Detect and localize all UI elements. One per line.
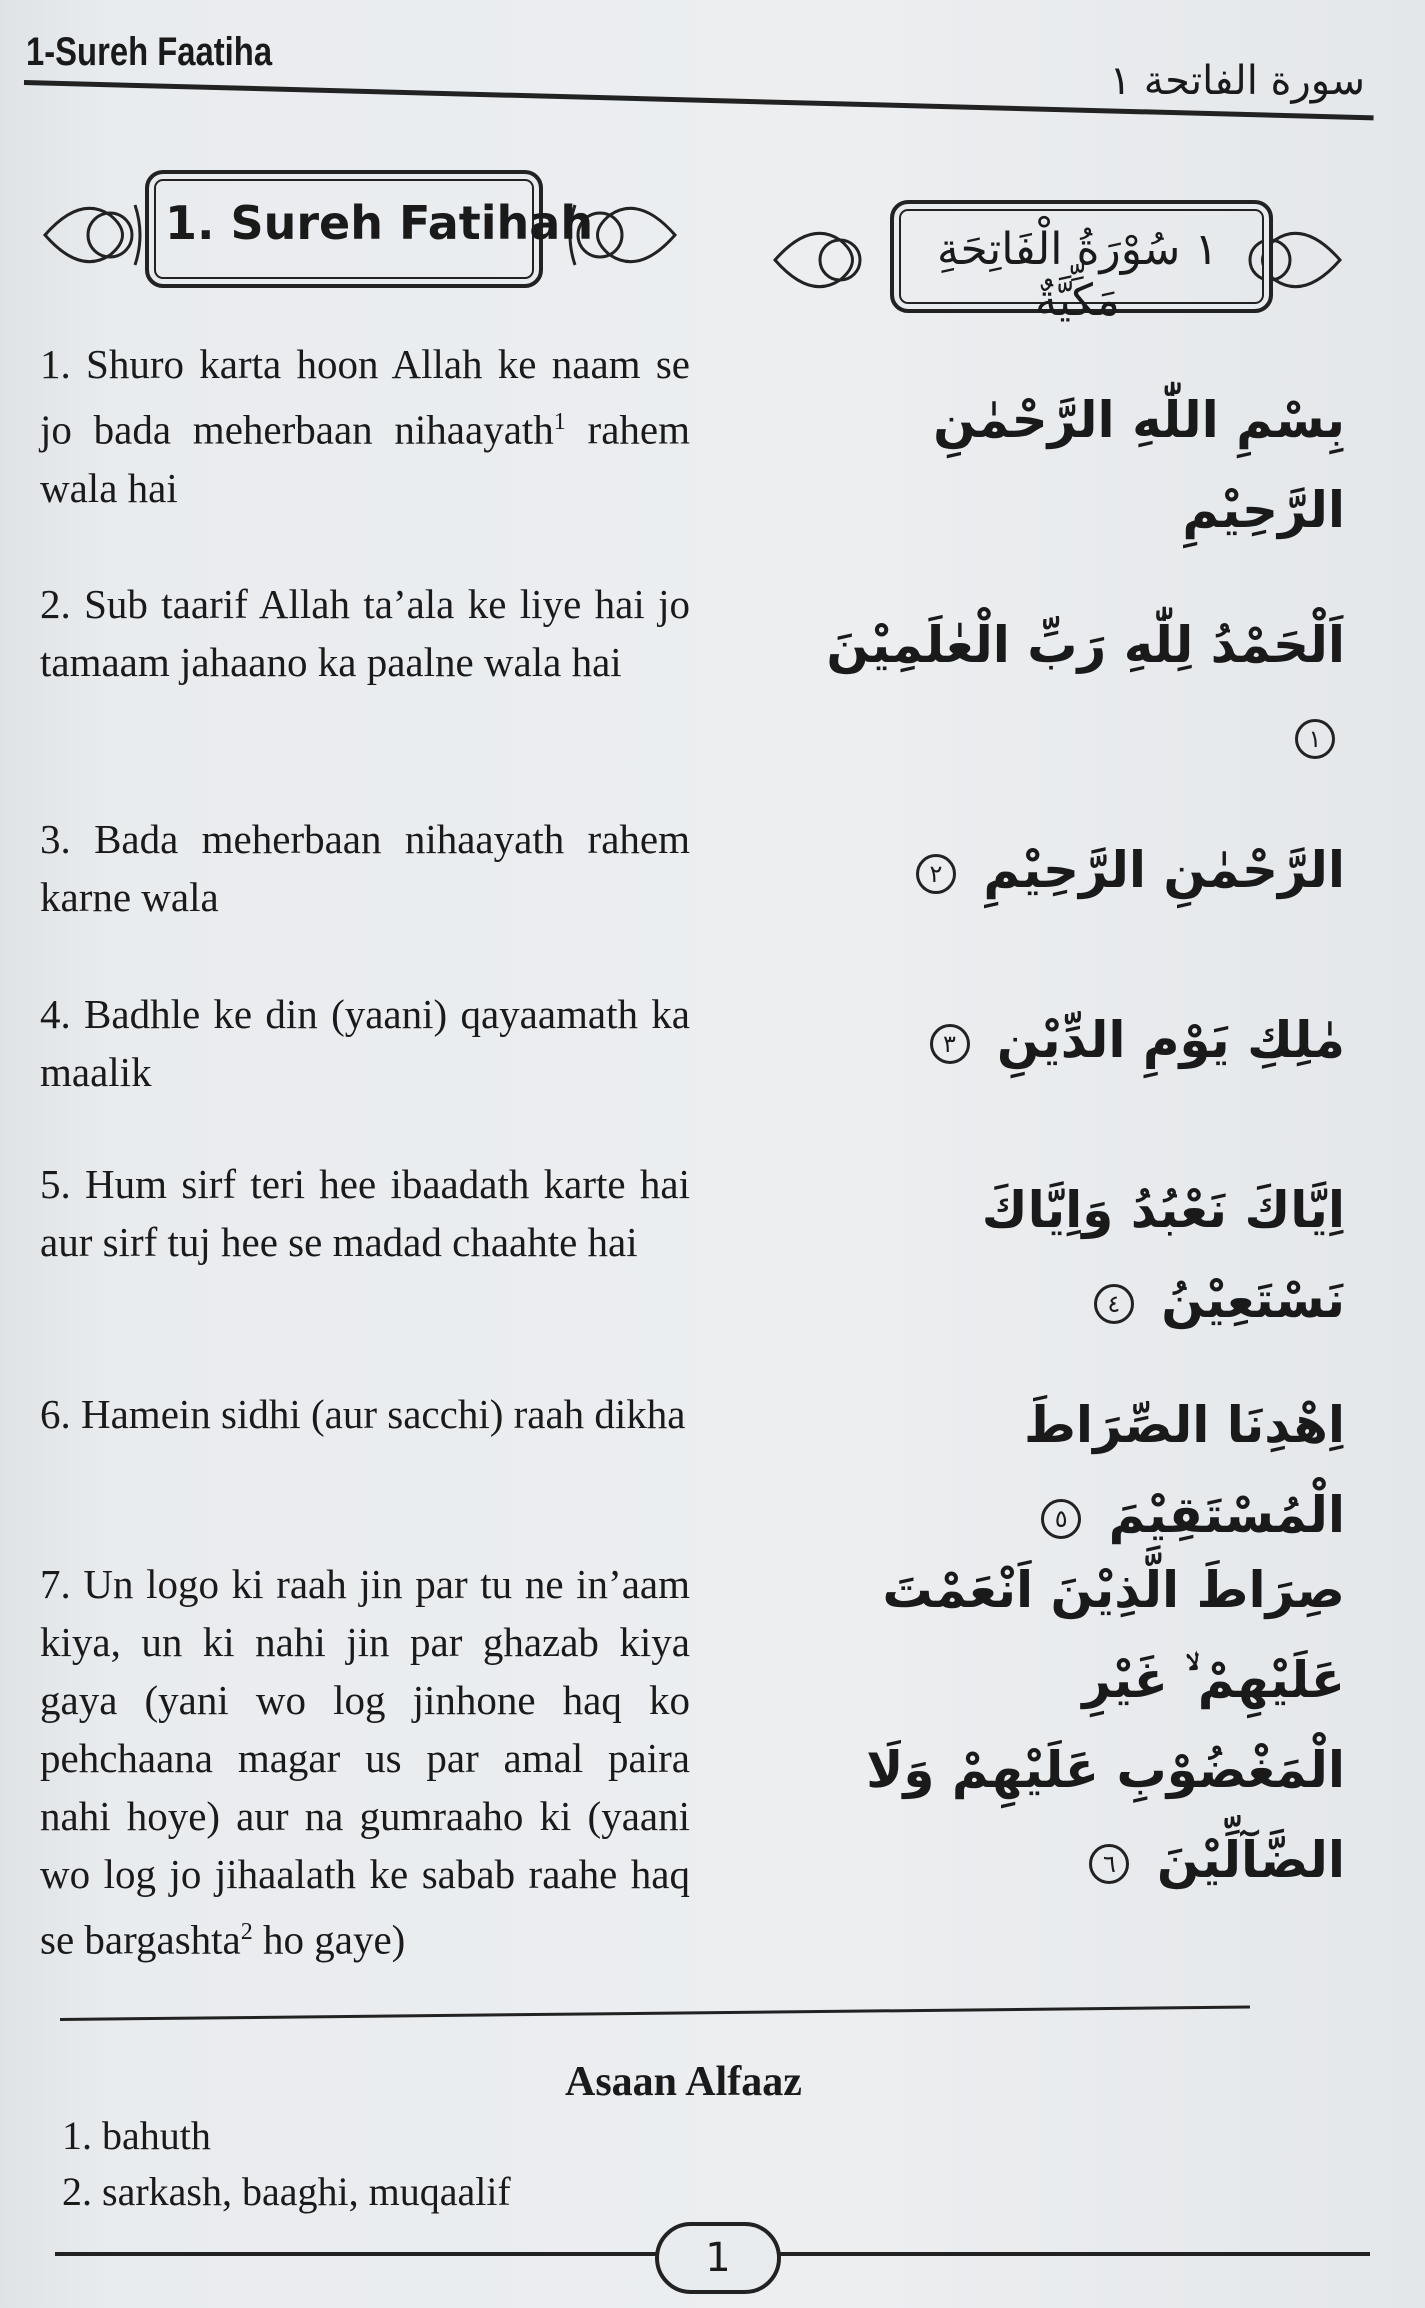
verse-5-translation: [40, 1155, 690, 1271]
verse-text: 2. Sub taarif Allah ta’ala ke liye hai jo tamaam jahaano ka paalne wala hai: [40, 581, 690, 685]
arabic-text: اِيَّاكَ نَعْبُدُ وَاِيَّاكَ نَسْتَعِيْنُ: [981, 1181, 1345, 1329]
verse-text: 4. Badhle ke din (yaani) qayaamath ka maalik: [40, 991, 690, 1095]
header-surah-title: 1-Sureh Faatiha: [26, 30, 273, 74]
verse-4-translation: [40, 985, 690, 1101]
glossary-item-2: 2. sarkash, baaghi, muqaalif: [62, 2169, 511, 2214]
ayah-number: ١: [1295, 719, 1335, 759]
footnote-ref: 1: [553, 409, 566, 435]
surah-title-arabic: ١ سُوْرَةُ الْفَاتِحَةِ مَكِّيَّةٌ: [936, 224, 1219, 326]
bottom-rule-right: [770, 2252, 1370, 2256]
verse-3-arabic: [785, 825, 1345, 915]
verse-2-arabic: [785, 600, 1345, 780]
verse-7-translation: [40, 1555, 690, 1969]
verse-text: 6. Hamein sidhi (aur sacchi) raah dikha: [40, 1391, 686, 1437]
ayah-number: ٥: [1041, 1499, 1081, 1539]
ayah-number: ٤: [1094, 1284, 1134, 1324]
verse-1-arabic: [785, 375, 1345, 555]
verse-6-translation: [40, 1385, 690, 1443]
verse-text: ho gaye): [252, 1916, 406, 1963]
verse-text: rahem wala hai: [40, 406, 690, 511]
verse-text: 5. Hum sirf teri hee ibaadath karte hai aur sirf tuj hee se madad chaahte hai: [40, 1161, 690, 1265]
arabic-text: الْمَغْضُوْبِ عَلَيْهِمْ وَلَا الضَّآلِّيْنَ: [866, 1741, 1345, 1889]
verse-text: 7. Un logo ki raah jin par tu ne in’aam kiya, un ki nahi jin par ghazab kiya gaya (yani wo log jinhone haq ko pehchaana magar us par amal paira nahi hoye) aur na gumraaho ki (yaani wo log jo jihaalath ke sabab raahe haq se bargashta: [40, 1561, 690, 1963]
verse-3-translation: [40, 810, 690, 926]
verse-1-translation: [40, 335, 690, 517]
arabic-text: اِهْدِنَا الصِّرَاطَ الْمُسْتَقِيْمَ: [1024, 1396, 1345, 1544]
page-number: 1: [655, 2222, 781, 2294]
arabic-text: الرَّحْمٰنِ الرَّحِيْمِ: [983, 841, 1345, 899]
footnote-rule: [60, 2006, 1250, 2021]
verse-4-arabic: [785, 995, 1345, 1085]
surah-title-english: 1. Sureh Fatihah: [165, 196, 594, 250]
header-arabic-title: سورة الفاتحة ١: [1109, 58, 1365, 104]
arabic-text: اَلْحَمْدُ لِلّٰهِ رَبِّ الْعٰلَمِيْنَ: [826, 616, 1345, 674]
verse-text: 1. Shuro karta hoon Allah ke naam se jo bada meherbaan nihaayath: [40, 341, 690, 453]
glossary-item-1: 1. bahuth: [62, 2113, 211, 2158]
verse-2-translation: [40, 575, 690, 691]
verse-5-arabic: [785, 1165, 1345, 1345]
glossary-title: Asaan Alfaaz: [565, 2059, 802, 2105]
verse-text: 3. Bada meherbaan nihaayath rahem karne wala: [40, 816, 690, 920]
arabic-text: صِرَاطَ الَّذِيْنَ اَنْعَمْتَ عَلَيْهِمْ ۙ غَيْرِ: [882, 1561, 1345, 1709]
ayah-number: ٢: [916, 854, 956, 894]
bottom-rule-left: [55, 2252, 660, 2256]
verse-6-arabic: [785, 1380, 1345, 1560]
ayah-number: ٣: [930, 1024, 970, 1064]
verse-7-arabic: [785, 1545, 1345, 1905]
footnote-ref: 2: [240, 1919, 253, 1945]
arabic-text: مٰلِكِ يَوْمِ الدِّيْنِ: [996, 1011, 1345, 1069]
ayah-number: ٦: [1089, 1844, 1129, 1884]
arabic-text: بِسْمِ اللّٰهِ الرَّحْمٰنِ الرَّحِيْمِ: [933, 391, 1345, 539]
